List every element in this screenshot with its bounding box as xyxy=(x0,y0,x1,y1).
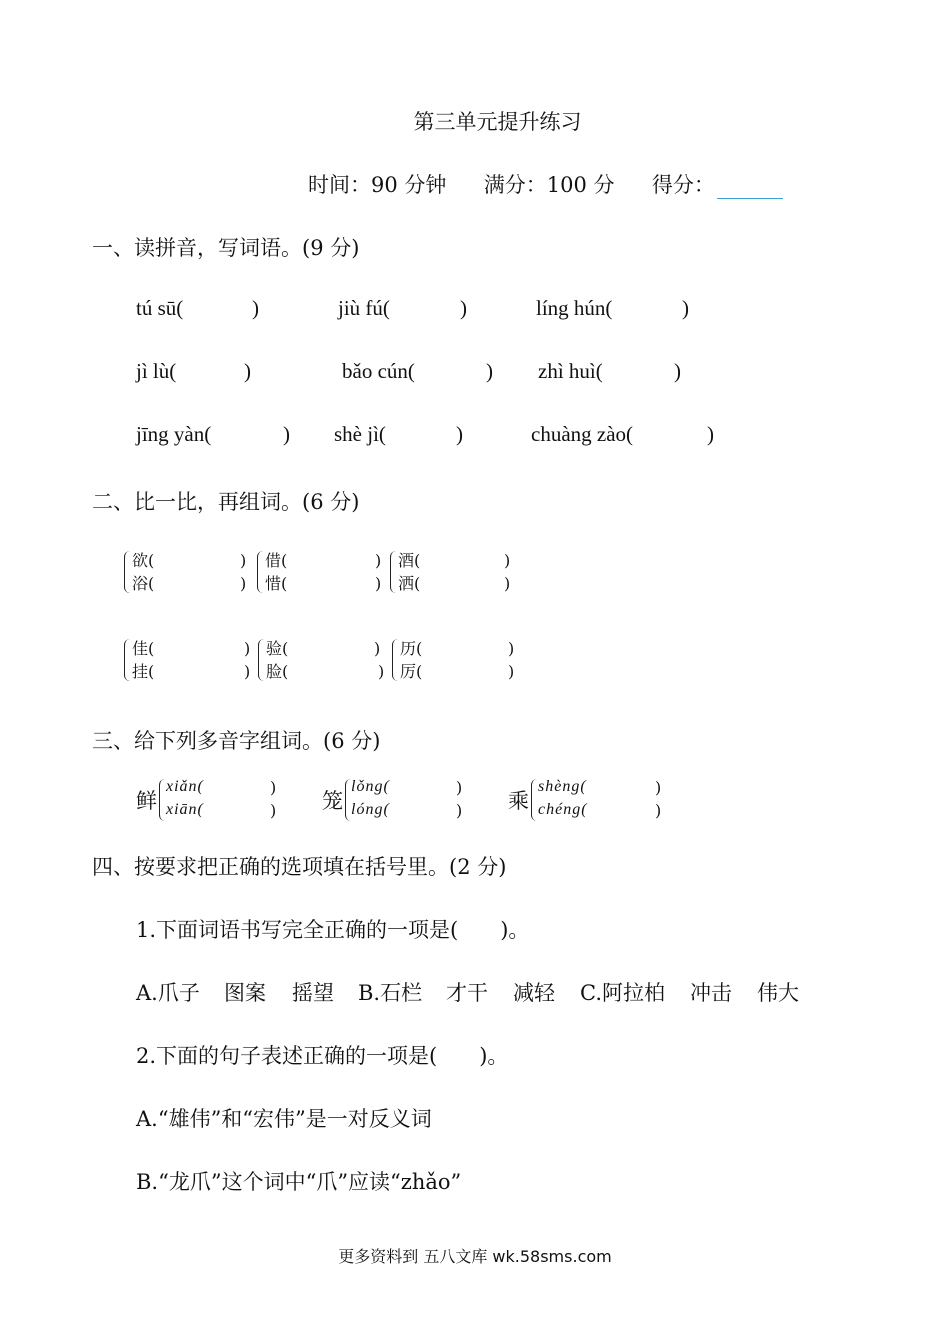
compare-group: 欲( ) 浴( ) xyxy=(124,549,252,595)
exam-meta xyxy=(308,169,783,199)
footer-link[interactable]: 更多资料到 五八文库 wk.58sms.com xyxy=(338,1247,612,1266)
paren-close: ) xyxy=(674,359,681,383)
section-4-heading: 四、按要求把正确的选项填在括号里。(2 分) xyxy=(92,855,507,879)
paren-close: ) xyxy=(283,422,290,446)
score-label: 得分： xyxy=(651,173,715,197)
pinyin-item: zhì huì( xyxy=(538,359,603,383)
pinyin-item: líng hún( xyxy=(536,296,613,320)
score-blank[interactable] xyxy=(717,178,783,199)
option-word: 摇望 xyxy=(292,981,334,1005)
polyphone-group: 笼 lǒng( ) lóng( ) xyxy=(322,778,463,820)
paren-close: ) xyxy=(252,296,259,320)
polyphone-char: 鲜 xyxy=(136,789,157,813)
option-word: 图案 xyxy=(224,981,266,1005)
question-2: 2.下面的句子表述正确的一项是( )。 xyxy=(136,1044,509,1068)
question-2-option-a: A.“雄伟”和“宏伟”是一对反义词 xyxy=(136,1107,432,1131)
option-b: B.石栏 xyxy=(358,981,423,1005)
option-c: C.阿拉柏 xyxy=(580,981,665,1005)
full-score: 满分：100 分 xyxy=(483,173,615,197)
option-word: 才干 xyxy=(446,981,488,1005)
section-1-heading: 一、读拼音，写词语。(9 分) xyxy=(92,236,360,260)
option-word: 伟大 xyxy=(757,981,799,1005)
brace-icon xyxy=(531,779,537,821)
question-1: 1.下面词语书写完全正确的一项是( )。 xyxy=(136,918,530,942)
time-limit: 时间：90 分钟 xyxy=(308,173,447,197)
pinyin-item: jì lù( xyxy=(136,359,177,383)
page-title: 第三单元提升练习 xyxy=(413,110,582,134)
pinyin-item: shè jì( xyxy=(334,422,386,446)
polyphone-char: 乘 xyxy=(508,789,529,813)
compare-group: 历( ) 厉( ) xyxy=(392,637,522,683)
pinyin-item: bǎo cún( xyxy=(342,359,415,383)
brace-icon xyxy=(159,779,165,821)
compare-group: 佳( ) 挂( ) xyxy=(124,637,256,683)
pinyin-item: jiù fú( xyxy=(338,296,390,320)
paren-close: ) xyxy=(707,422,714,446)
pinyin-item: tú sū( xyxy=(136,296,184,320)
question-2-option-b: B.“龙爪”这个词中“爪”应读“zhǎo” xyxy=(136,1170,462,1194)
option-word: 冲击 xyxy=(690,981,732,1005)
pinyin-item: chuàng zào( xyxy=(531,422,634,446)
polyphone-char: 笼 xyxy=(322,789,343,813)
paren-close: ) xyxy=(460,296,467,320)
section-2-heading: 二、比一比，再组词。(6 分) xyxy=(92,490,360,514)
compare-group: 酒( ) 洒( ) xyxy=(390,549,520,595)
option-word: 减轻 xyxy=(513,981,555,1005)
compare-group: 验( ) 脸( ) xyxy=(258,637,390,683)
section-3-heading: 三、给下列多音字组词。(6 分) xyxy=(92,729,381,753)
compare-group: 借( ) 惜( ) xyxy=(257,549,387,595)
option-a: A.爪子 xyxy=(136,981,200,1005)
paren-close: ) xyxy=(456,422,463,446)
pinyin-item: jīng yàn( xyxy=(136,422,212,446)
paren-close: ) xyxy=(682,296,689,320)
polyphone-group: 鲜 xiǎn( ) xiān( ) xyxy=(136,778,277,820)
paren-close: ) xyxy=(244,359,251,383)
paren-close: ) xyxy=(486,359,493,383)
polyphone-group: 乘 shèng( ) chéng( ) xyxy=(508,778,662,820)
